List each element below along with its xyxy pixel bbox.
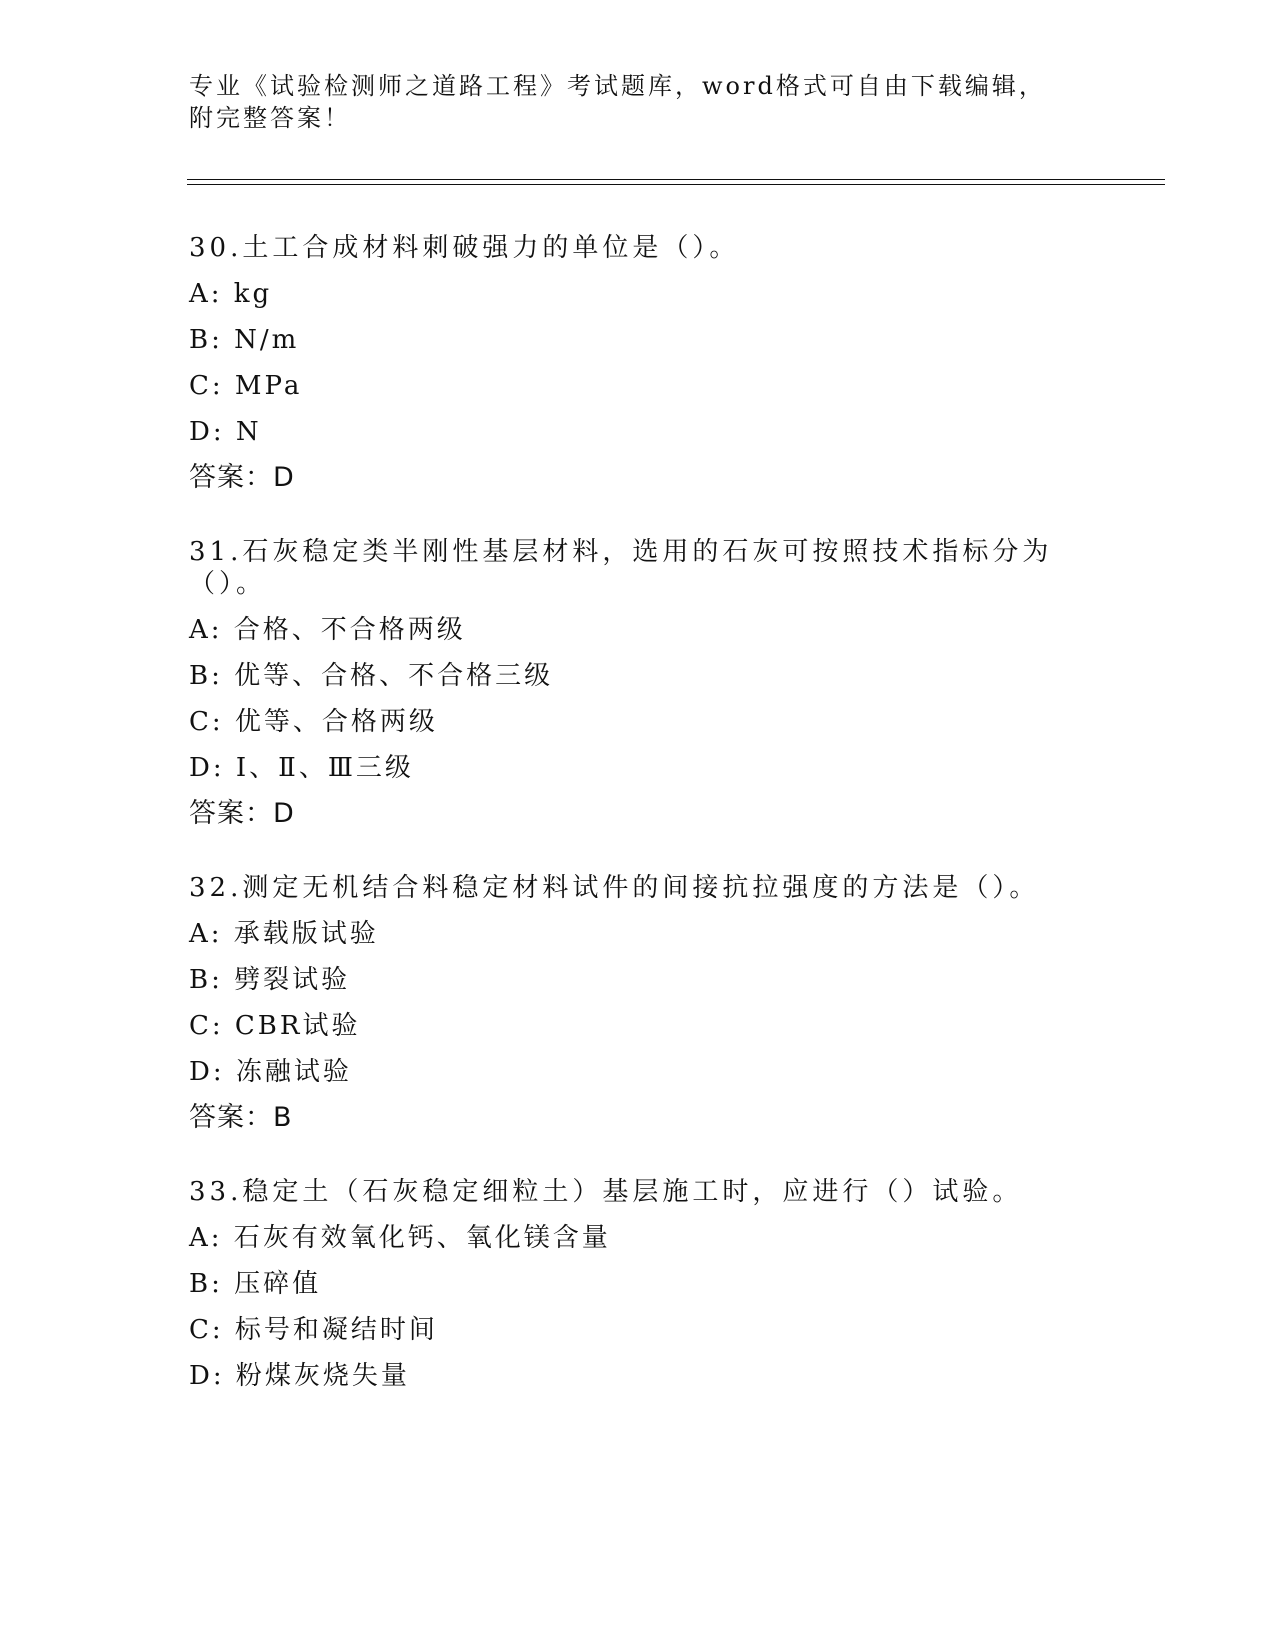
answer-text: 答案：D [189, 462, 295, 493]
option-b: B: 劈裂试验 [189, 965, 351, 995]
answer-text: 答案：D [189, 798, 295, 829]
option-b: B: 优等、合格、不合格三级 [189, 661, 554, 691]
option-d: D: 粉煤灰烧失量 [189, 1361, 410, 1391]
option-c: C: CBR试验 [189, 1011, 361, 1041]
option-d: D: N [189, 417, 262, 447]
question-title: 32.测定无机结合料稳定材料试件的间接抗拉强度的方法是（）。 [189, 873, 1040, 903]
option-d: D: 冻融试验 [189, 1057, 352, 1087]
answer-text: 答案：B [189, 1102, 293, 1133]
question-list [189, 232, 1089, 1448]
option-c: C: 标号和凝结时间 [189, 1315, 438, 1345]
option-c: C: 优等、合格两级 [189, 707, 438, 737]
option-a: A: kg [189, 279, 273, 309]
option-a: A: 石灰有效氧化钙、氧化镁含量 [189, 1223, 611, 1253]
question-item [189, 536, 1089, 830]
header-intro-text: 专业《试验检测师之道路工程》考试题库，word格式可自由下载编辑，附完整答案！ [189, 72, 1046, 132]
question-item [189, 872, 1089, 1134]
option-a: A: 合格、不合格两级 [189, 615, 466, 645]
option-b: B: N/m [189, 325, 300, 355]
question-item [189, 1176, 1089, 1406]
header-divider-top [187, 179, 1165, 180]
option-a: A: 承载版试验 [189, 919, 379, 949]
option-d: D: Ⅰ、Ⅱ、Ⅲ三级 [189, 753, 414, 783]
header-divider-bottom [187, 184, 1165, 185]
question-title: 30.土工合成材料刺破强力的单位是（）。 [189, 233, 740, 263]
question-item [189, 232, 1089, 494]
question-title: 31.石灰稳定类半刚性基层材料，选用的石灰可按照技术指标分为（）。 [189, 537, 1053, 599]
question-title: 33.稳定土（石灰稳定细粒土）基层施工时，应进行（）试验。 [189, 1177, 1023, 1207]
document-header [189, 70, 1069, 134]
option-c: C: MPa [189, 371, 303, 401]
option-b: B: 压碎值 [189, 1269, 322, 1299]
